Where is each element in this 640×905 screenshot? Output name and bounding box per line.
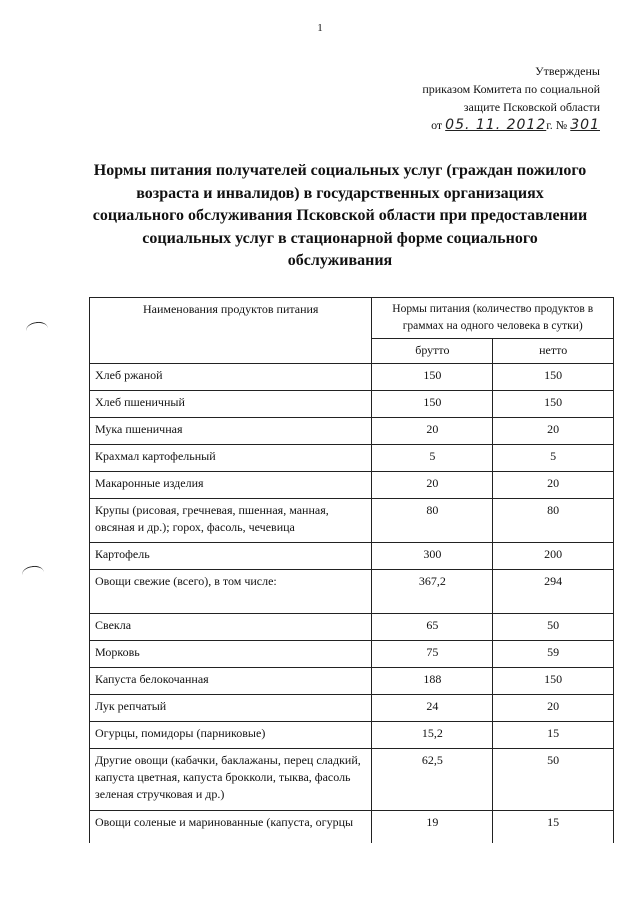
table-row [90,668,614,695]
binding-hole-mark [25,321,49,339]
header-norms: Нормы питания (количество продуктов в граммах на одного человека в сутки) [372,298,614,339]
approval-date-line [360,116,600,134]
table-row [90,418,614,445]
table-row [90,641,614,668]
handwritten-date: 05. 11. 2012 [445,117,547,133]
product-name: Лук репчатый [90,695,372,722]
title-line: социального обслуживания Псковской области при предоставлении [92,207,588,224]
brutto-value: 80 [372,499,493,543]
netto-value: 15 [493,811,614,844]
title-line: возраста и инвалидов) в государственных организациях [136,184,544,202]
table-row [90,364,614,391]
netto-value: 15 [493,722,614,749]
approval-number-prefix: г. № [546,118,568,132]
product-name: Крупы (рисовая, гречневая, пшенная, манная, овсяная и др.); горох, фасоль, чечевица [90,499,372,543]
product-name: Хлеб ржаной [90,364,372,391]
table-header-row [90,298,614,339]
product-name: Крахмал картофельный [90,445,372,472]
product-name: Макаронные изделия [90,472,372,499]
brutto-value: 20 [372,418,493,445]
netto-value: 80 [493,499,614,543]
product-name: Мука пшеничная [90,418,372,445]
brutto-value: 367,2 [372,570,493,614]
brutto-value: 5 [372,445,493,472]
table-row [90,614,614,641]
title-line: Нормы питания получателей социальных услуг (граждан пожилого [93,162,587,179]
brutto-value: 188 [372,668,493,695]
brutto-value: 24 [372,695,493,722]
brutto-value: 19 [372,811,493,844]
table-row [90,570,614,614]
brutto-value: 15,2 [372,722,493,749]
table-row [90,543,614,570]
table-row [90,811,614,844]
table-row [90,391,614,418]
brutto-value: 150 [372,391,493,418]
page-number: 1 [317,22,323,34]
approval-line-approved: Утверждены [535,64,600,78]
netto-value: 50 [493,614,614,641]
product-name: Огурцы, помидоры (парниковые) [90,722,372,749]
table-row [90,695,614,722]
netto-value: 200 [493,543,614,570]
netto-value: 20 [493,472,614,499]
netto-value: 59 [493,641,614,668]
brutto-value: 65 [372,614,493,641]
header-netto: нетто [493,339,614,364]
handwritten-order-number: 301 [570,117,600,133]
table-row [90,472,614,499]
approval-line-order: приказом Комитета по социальной [422,82,600,96]
brutto-value: 75 [372,641,493,668]
nutrition-norms-table [89,297,614,843]
table-row [90,749,614,811]
netto-value: 150 [493,364,614,391]
netto-value: 20 [493,695,614,722]
approval-line-committee: защите Псковской области [463,100,600,114]
product-name: Хлеб пшеничный [90,391,372,418]
product-name: Овощи свежие (всего), в том числе: [90,570,372,614]
product-name: Морковь [90,641,372,668]
netto-value: 20 [493,418,614,445]
brutto-value: 62,5 [372,749,493,811]
table-row [90,499,614,543]
netto-value: 150 [493,668,614,695]
title-line: социальных услуг в стационарной форме социального [142,229,538,247]
binding-hole-mark [21,565,45,583]
netto-value: 5 [493,445,614,472]
table-row [90,445,614,472]
brutto-value: 20 [372,472,493,499]
document-title [80,160,600,273]
product-name: Овощи соленые и маринованные (капуста, огурцы [90,811,372,844]
brutto-value: 300 [372,543,493,570]
header-brutto: брутто [372,339,493,364]
netto-value: 150 [493,391,614,418]
product-name: Свекла [90,614,372,641]
product-name: Картофель [90,543,372,570]
header-products: Наименования продуктов питания [90,298,372,364]
approval-stamp-block [360,62,600,134]
table-row [90,722,614,749]
product-name: Капуста белокочанная [90,668,372,695]
title-line: обслуживания [287,252,393,269]
brutto-value: 150 [372,364,493,391]
approval-date-prefix: от [431,118,443,132]
netto-value: 50 [493,749,614,811]
product-name: Другие овощи (кабачки, баклажаны, перец сладкий, капуста цветная, капуста брокколи, тыква, фасоль зеленая стручковая и др.) [90,749,372,811]
netto-value: 294 [493,570,614,614]
